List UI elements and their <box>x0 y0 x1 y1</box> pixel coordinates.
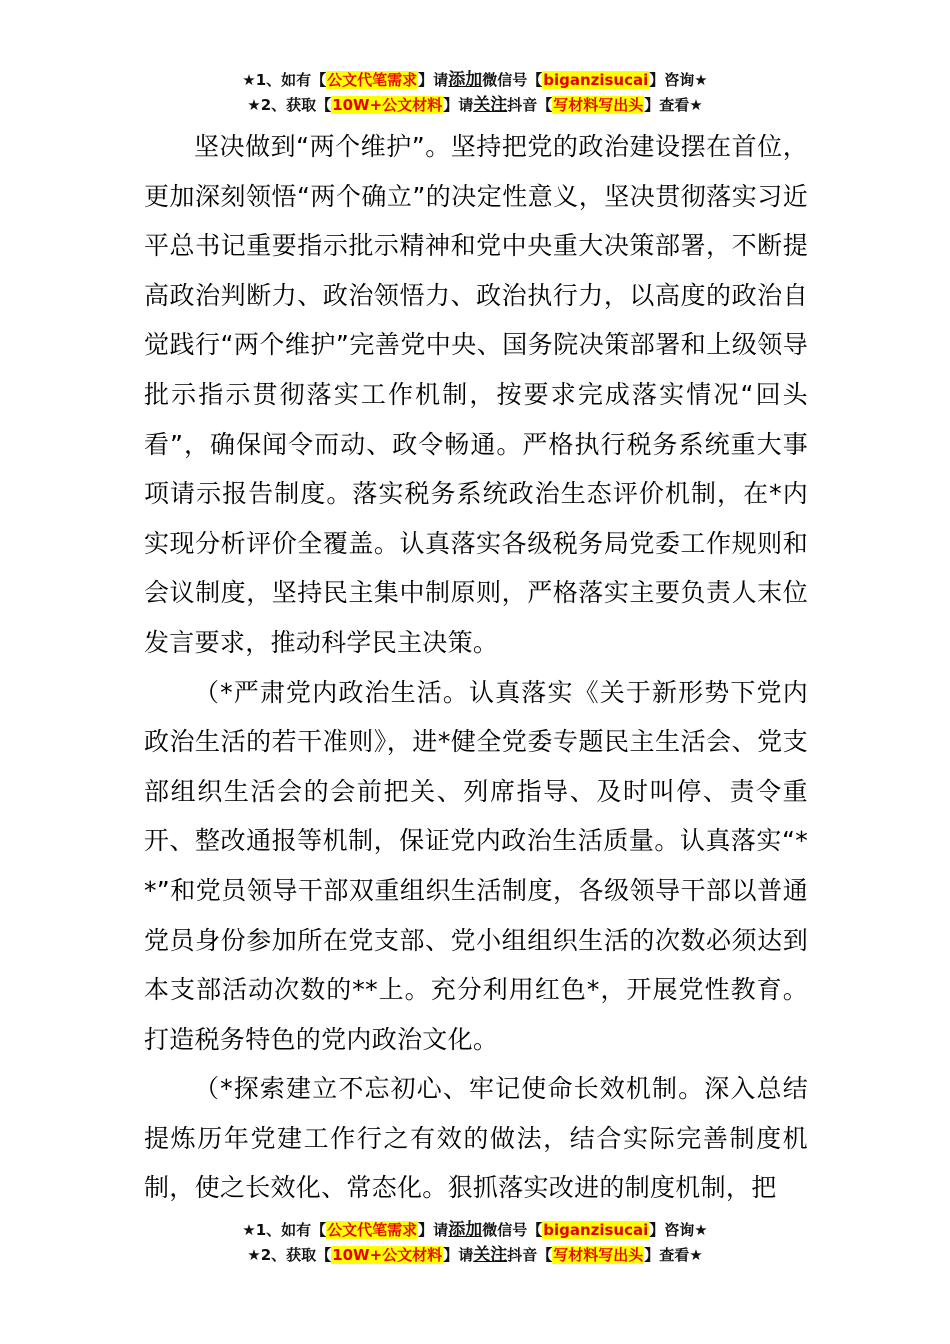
star-icon: ★ <box>689 96 703 114</box>
star-icon: ★ <box>689 1246 703 1264</box>
promo-banner-bottom <box>0 1218 950 1268</box>
promo-line-2 <box>0 93 950 118</box>
highlight-materials: 10W+公文材料 <box>332 1246 443 1264</box>
promo-line-2 <box>0 1243 950 1268</box>
promo-text: 】查看 <box>644 96 690 114</box>
promo-text: 抖音【 <box>507 96 553 114</box>
promo-emphasis: 关注 <box>473 95 508 115</box>
promo-text: 】请 <box>443 96 474 114</box>
document-body <box>144 122 808 1213</box>
highlight-service: 公文代笔需求 <box>327 1221 418 1239</box>
highlight-wechat-id: biganzisucai <box>543 71 649 89</box>
paragraph-long-term-mechanism: （*探索建立不忘初心、牢记使命长效机制。深入总结提炼历年党建工作行之有效的做法，结合实际完善制度机制，使之长效化、常态化。狠抓落实改进的制度机制，把 <box>144 1074 808 1203</box>
promo-emphasis: 添加 <box>448 70 483 90</box>
highlight-materials: 10W+公文材料 <box>332 96 443 114</box>
promo-text: 】查看 <box>644 1246 690 1264</box>
promo-text: 】咨询 <box>649 1221 695 1239</box>
promo-text: 】请 <box>418 1221 449 1239</box>
promo-emphasis: 关注 <box>473 1245 508 1265</box>
promo-text: 1、如有【 <box>255 1221 327 1239</box>
star-icon: ★ <box>694 1221 708 1239</box>
promo-text: 微信号【 <box>482 1221 543 1239</box>
promo-text: 2、获取【 <box>260 1246 332 1264</box>
star-icon: ★ <box>694 71 708 89</box>
promo-text: 2、获取【 <box>260 96 332 114</box>
promo-text: 抖音【 <box>507 1246 553 1264</box>
promo-line-1 <box>0 1218 950 1243</box>
promo-text: 1、如有【 <box>255 71 327 89</box>
highlight-douyin-id: 写材料写出头 <box>553 96 644 114</box>
promo-line-1 <box>0 68 950 93</box>
highlight-wechat-id: biganzisucai <box>543 1221 649 1239</box>
star-icon: ★ <box>247 1246 261 1264</box>
promo-emphasis: 添加 <box>448 1220 483 1240</box>
highlight-douyin-id: 写材料写出头 <box>553 1246 644 1264</box>
highlight-service: 公文代笔需求 <box>327 71 418 89</box>
promo-text: 】请 <box>443 1246 474 1264</box>
promo-banner-top <box>0 68 950 118</box>
promo-text: 】咨询 <box>649 71 695 89</box>
promo-text: 微信号【 <box>482 71 543 89</box>
paragraph-party-life: （*严肃党内政治生活。认真落实《关于新形势下党内政治生活的若干准则》，进*健全党委专题民主生活会、党支部组织生活会的会前把关、列席指导、及时叫停、责令重开、整改通报等机制，保证党内政治生活质量。认真落实“**”和党员领导干部双重组织生活制度，各级领导干部以普通党员身份参加所在党支部、党小组组织生活的次数必须达到本支部活动次数的**上。充分利用红色*，开展党性教育。打造税务特色的党内政治文化。 <box>144 677 808 1054</box>
promo-text: 】请 <box>418 71 449 89</box>
paragraph-two-safeguards: 坚决做到“两个维护”。坚持把党的政治建设摆在首位，更加深刻领悟“两个确立”的决定性意义，坚决贯彻落实习近平总书记重要指示批示精神和党中央重大决策部署，不断提高政治判断力、政治领悟力、政治执行力，以高度的政治自觉践行“两个维护”完善党中央、国务院决策部署和上级领导批示指示贯彻落实工作机制，按要求完成落实情况“回头看”，确保闻令而动、政令畅通。严格执行税务系统重大事项请示报告制度。落实税务系统政治生态评价机制，在*内实现分析评价全覆盖。认真落实各级税务局党委工作规则和会议制度，坚持民主集中制原则，严格落实主要负责人末位发言要求，推动科学民主决策。 <box>144 132 808 657</box>
star-icon: ★ <box>242 1221 256 1239</box>
star-icon: ★ <box>247 96 261 114</box>
star-icon: ★ <box>242 71 256 89</box>
